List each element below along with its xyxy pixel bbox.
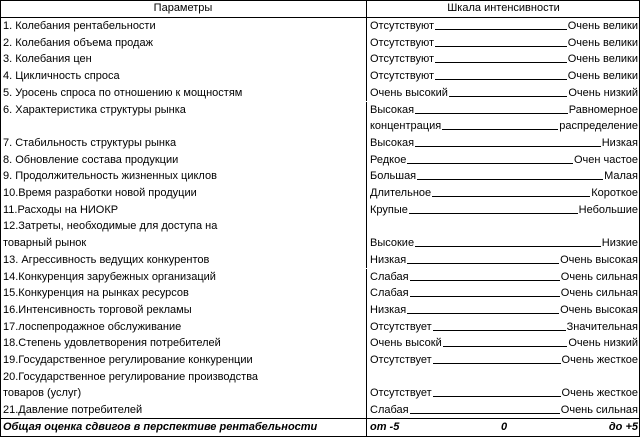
scale-right-label: Очень сильная [560,270,638,283]
table-row [0,385,640,402]
scale-line [449,85,568,97]
scale-left-label: Отсутствует [370,320,432,333]
footer-from: от -5 [370,421,400,433]
scale-cell [367,35,640,52]
scale-left-label: Отсутствует [370,387,432,400]
param-cell: 17.лоспепродажное обслуживание [0,319,367,336]
table-row [0,51,640,68]
param-cell: 14.Конкуренция зарубежных организаций [0,269,367,286]
scale-line [435,68,567,80]
param-cell: 15.Конкуренция на рынках ресурсов [0,285,367,302]
scale-line [410,269,560,281]
scale-left-label: Отсутствует [370,354,432,366]
footer-row [0,419,640,436]
scale-line [415,135,601,147]
table-row [0,35,640,52]
scale-line [432,185,590,197]
scale-right-label: Малая [604,170,638,183]
scale-right-label: Очень сильная [560,404,638,417]
param-cell: 2. Колебания объема продаж [0,35,367,52]
scale-cell [367,335,640,352]
scale-cell [367,319,640,336]
scale-cell [367,352,640,369]
param-cell: 3. Колебания цен [0,51,367,68]
scale-right-label [638,369,640,373]
table-row [0,319,640,336]
param-cell: товарный рынок [0,235,367,252]
scale-cell [367,285,640,302]
scale-left-label: Слабая [370,287,409,300]
table-row [0,302,640,319]
table-row [0,118,640,135]
scale-line [433,385,561,397]
scale-line [435,18,567,30]
scale-cell [367,402,640,419]
table-row [0,218,640,235]
param-cell [0,118,367,135]
scale-right-label: Очень велики [567,20,638,32]
scale-left-label: Отсутствуют [370,20,435,32]
scale-cell [367,369,640,386]
param-cell: 9. Продолжительность жизненных циклов [0,168,367,185]
scale-left-label: Низкая [370,303,407,316]
scale-right-label: Очень низкий [568,86,638,99]
scale-left-label: Очень высокй [370,337,442,350]
scale-left-label: Большая [370,170,417,183]
scale-line [433,319,566,331]
param-cell: товаров (услуг) [0,385,367,402]
scale-line [435,51,567,63]
scale-cell [367,85,640,102]
scale-cell [367,252,640,269]
table-row [0,152,640,169]
param-cell: 8. Обновление состава продукции [0,152,367,169]
scale-left-label: Отсутствуют [370,70,435,83]
scale-left-label: Слабая [370,270,409,283]
param-cell: 4. Цикличность спроса [0,68,367,85]
scale-right-label: Очен частое [573,153,638,166]
scale-right-label: распределение [559,120,638,133]
scale-left-label: Крупые [370,203,408,216]
scale-cell [367,18,640,35]
scale-cell [367,235,640,252]
scale-line [415,102,568,114]
table-row [0,185,640,202]
scale-line [407,252,559,264]
scale-right-label: Очень велики [567,70,638,83]
scale-right-label: Низкая [601,136,638,149]
scale-line [409,202,578,214]
scale-left-label: Слабая [370,404,409,417]
scale-line [415,235,601,247]
param-cell: 12.Затреты, необходимые для доступа на [0,218,367,235]
scale-line [435,35,567,47]
param-cell: 7. Стабильность структуры рынка [0,135,367,152]
param-cell: 13. Агрессивность ведущих конкурентов [0,252,367,269]
scale-right-label: Очень высокая [560,303,638,316]
table-row [0,235,640,252]
scale-left-label: Отсутствуют [370,36,435,49]
scale-left-label: Длительное [370,187,432,199]
footer-label: Общая оценка сдвигов в перспективе рентабельности [0,419,367,436]
scale-cell [367,269,640,286]
scale-cell [367,302,640,319]
scale-right-label: Очень сильная [560,287,638,300]
scale-line [407,152,573,164]
scale-left-label: концентрация [370,120,442,133]
scale-left-label: Отсутствуют [370,53,435,66]
scale-column-header: Шкала интенсивности [447,2,560,14]
table-row [0,202,640,219]
scale-cell [367,118,640,135]
scale-cell [367,102,640,119]
footer-scale [367,419,640,436]
scale-cell [367,218,640,235]
scale-right-label: Равномерное [568,103,638,116]
scale-cell [367,185,640,202]
param-column-header: Параметры [0,0,367,17]
scale-cell [367,68,640,85]
scale-left-label: Высокие [370,237,415,250]
scale-right-label: Небольшие [578,203,638,216]
table-row [0,102,640,119]
scale-right-label: Очень велики [567,36,638,49]
table-row [0,168,640,185]
param-cell: 18.Степень удовлетворения потребителей [0,335,367,352]
footer-mid: 0 [501,421,508,433]
scale-right-label: Очень жесткое [561,354,638,366]
scale-left-label: Высокая [370,136,415,149]
table-row [0,269,640,286]
param-cell: 1. Колебания рентабельности [0,18,367,35]
scale-line [410,402,560,414]
scale-cell [367,385,640,402]
table-row [0,402,640,419]
footer-to: до +5 [608,421,638,433]
scale-cell [367,135,640,152]
table-row [0,68,640,85]
param-cell: 6. Характеристика структуры рынка [0,102,367,119]
param-cell: 21.Давление потребителей [0,402,367,419]
scale-line [410,285,560,297]
scale-line [443,335,568,347]
scale-right-label: Очень жесткое [561,387,638,400]
scale-cell [367,168,640,185]
scale-cell [367,152,640,169]
scale-left-label: Редкое [370,153,407,166]
scale-left-label: Очень высокий [370,86,448,99]
table-row [0,252,640,269]
header-row [0,0,640,17]
scale-right-label: Низкие [601,237,638,250]
table-row [0,135,640,152]
scale-line [407,302,559,314]
table-row [0,18,640,35]
scale-right-label: Значительная [566,320,638,333]
scale-line [433,352,561,364]
param-cell: 19.Государственное регулирование конкуренции [0,352,367,369]
param-cell: 20.Государственное регулирование производства [0,369,367,386]
scale-cell [367,202,640,219]
param-cell: 16.Интенсивность торговой рекламы [0,302,367,319]
table-row [0,352,640,369]
param-cell: 11.Расходы на НИОКР [0,202,367,219]
table-row [0,335,640,352]
table-row [0,285,640,302]
scale-line [442,118,558,130]
scale-left-label: Низкая [370,253,407,266]
scale-left-label: Высокая [370,103,415,116]
scale-cell [367,51,640,68]
scale-right-label: Очень высокая [560,253,638,266]
scale-right-label: Короткое [591,187,638,199]
param-cell: 5. Уросень спроса по отношению к мощностям [0,85,367,102]
table-row [0,369,640,386]
scale-right-label: Очень низкий [568,337,638,350]
scale-right-label [638,218,640,222]
param-cell: 10.Время разработки новой продуции [0,185,367,202]
scale-line [417,168,603,180]
scale-right-label: Очень велики [567,53,638,66]
table-row [0,85,640,102]
